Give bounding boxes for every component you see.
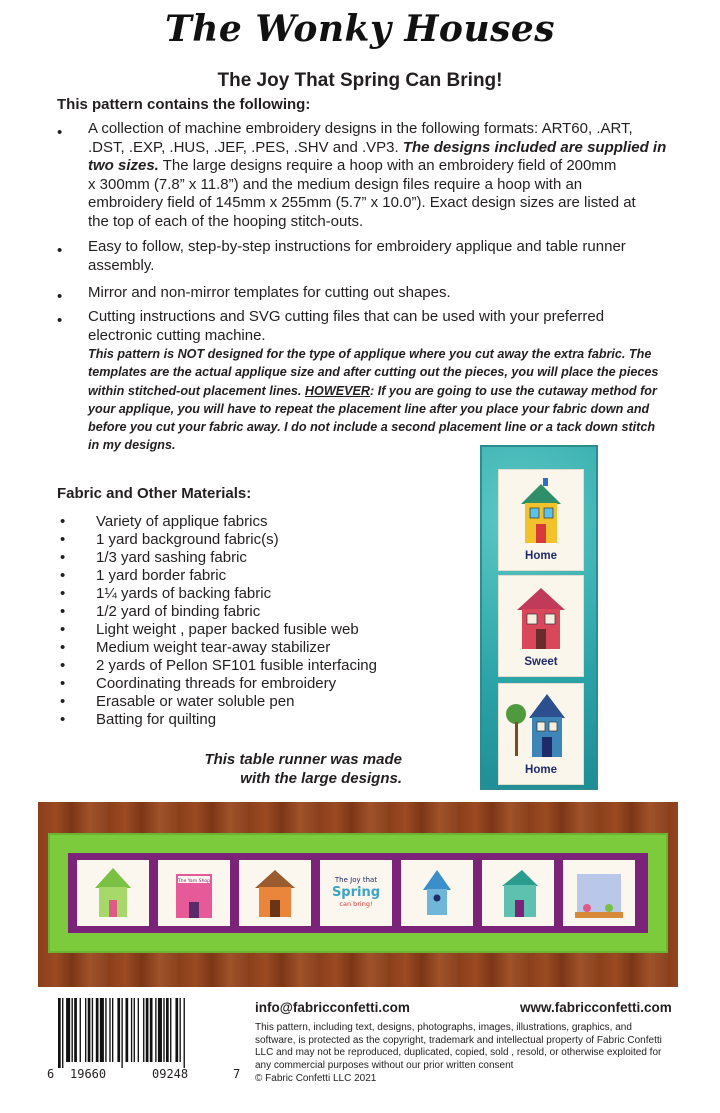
block-house-pink-shop [158, 860, 230, 926]
text-line: before you cut your fabric away. I do not include a second placement line or a tack down stitch [88, 420, 656, 435]
shop-sign: The Yarn Shop [177, 879, 211, 884]
text-line [88, 382, 678, 400]
text-span: : If you are going to use the cutaway method for [370, 383, 657, 398]
website-link[interactable]: www.fabricconfetti.com [520, 1000, 672, 1015]
barcode-bar [74, 998, 77, 1062]
text-line [88, 139, 678, 158]
barcode-bar [92, 998, 93, 1062]
house-teal-illustration [482, 860, 554, 926]
barcode-bar [85, 998, 86, 1062]
greenhouse-illustration [563, 860, 635, 926]
bullet: • [60, 657, 66, 674]
barcode-bar [96, 998, 99, 1062]
barcode-bar [72, 998, 73, 1062]
vertical-runner-photo [480, 445, 598, 790]
contents-item-formats [88, 120, 678, 231]
barcode-digit: 7 [233, 1067, 241, 1081]
block-greenhouse [563, 860, 635, 926]
house-green-illustration [77, 860, 149, 926]
runner-sashing [68, 853, 648, 933]
barcode-bar [166, 998, 169, 1062]
emphasis-underline: HOWEVER [304, 383, 370, 398]
barcode-bar [131, 998, 132, 1062]
text-span: .DST, .EXP, .HUS, .JEF, .PES, .SHV and .VP3. [88, 138, 403, 156]
block-label: Home [525, 764, 557, 776]
materials-item-label: Variety of applique fabrics [96, 513, 268, 530]
text-line: This pattern, including text, designs, photographs, images, illustrations, graphics, and [255, 1022, 632, 1033]
copyright: © Fabric Confetti LLC 2021 [255, 1073, 377, 1084]
bullet: • [60, 711, 66, 728]
barcode-bar [138, 998, 139, 1062]
text-line: electronic cutting machine. [88, 326, 266, 344]
barcode-bar [88, 998, 91, 1062]
bullet: • [60, 585, 66, 602]
block-house-yellow [498, 469, 584, 571]
bullet: • [60, 693, 66, 710]
applique-note [88, 345, 678, 455]
block-house-orange [239, 860, 311, 926]
barcode-bar [100, 998, 104, 1062]
text-line: any commercial purposes without our prior written consent [255, 1059, 514, 1071]
text-span: within stitched-out placement lines. [88, 383, 305, 398]
materials-item-label: Erasable or water soluble pen [96, 693, 295, 710]
bullet: • [57, 288, 63, 305]
bullet: • [60, 675, 66, 692]
barcode-bar [66, 998, 70, 1062]
materials-item-label: Coordinating threads for embroidery [96, 675, 337, 692]
barcode-bar [155, 998, 156, 1062]
runner-caption [196, 750, 402, 788]
text-line: in my designs. [88, 438, 176, 453]
spring-text-line: The Joy that [334, 876, 378, 884]
text-line: Easy to follow, step-by-step instructions for embroidery applique and table runner [88, 238, 626, 255]
text-line: assembly. [88, 256, 155, 274]
block-house-blue [498, 683, 584, 785]
bullet: • [60, 567, 66, 584]
contents-item-templates [88, 284, 678, 303]
block-label: Sweet [524, 656, 558, 668]
bullet: • [60, 621, 66, 638]
barcode-bar [62, 998, 63, 1068]
spring-text-line: Spring [331, 885, 381, 900]
bullet: • [57, 124, 63, 141]
materials-item-label: 1/2 yard of binding fabric [96, 603, 261, 620]
legal-notice [255, 1022, 680, 1072]
text-span: The large designs require a hoop with an embroidery field of 200mm [158, 157, 617, 174]
block-birdhouse [401, 860, 473, 926]
materials-item-label: 1 yard border fabric [96, 567, 227, 584]
barcode-bar [170, 998, 171, 1062]
text-line: This table runner was made [204, 751, 402, 768]
barcode-bar [163, 998, 164, 1062]
emphasis: The designs included are supplied in [402, 138, 667, 156]
barcode-bar [180, 998, 181, 1062]
text-line: x 300mm (7.8” x 11.8”) and the medium design files require a hoop with an [88, 175, 583, 193]
barcode-bar [184, 998, 185, 1068]
house-orange-illustration [239, 860, 311, 926]
barcode-bar [134, 998, 135, 1062]
materials-item-label: 1/3 yard sashing fabric [96, 549, 247, 566]
barcode-bar [117, 998, 120, 1062]
barcode-bar [80, 998, 81, 1062]
barcode-bar [126, 998, 129, 1062]
barcode-bar [175, 998, 178, 1062]
materials-heading: Fabric and Other Materials: [57, 485, 252, 502]
contents-heading: This pattern contains the following: [57, 96, 311, 113]
text-line: LLC and may not be reproduced, duplicated, copied, sold , resold, or otherwise exploited for [255, 1047, 662, 1059]
barcode-digits: 09248 [152, 1067, 189, 1081]
text-line: Mirror and non-mirror templates for cutting out shapes. [88, 284, 451, 301]
text-line: your applique, you will have to repeat the placement line after you place your fabric down and [88, 401, 650, 416]
text-line: templates are the actual applique size and after cutting out the pieces, you will place the pieces [88, 365, 659, 380]
barcode-bar [112, 998, 113, 1062]
materials-item-label: Batting for quilting [96, 711, 217, 728]
horizontal-runner-photo [48, 833, 668, 953]
barcode-bar [58, 998, 61, 1068]
block-label: Home [525, 550, 557, 562]
block-house-teal [482, 860, 554, 926]
contact-email[interactable]: info@fabricconfetti.com [255, 1000, 410, 1015]
birdhouse-illustration [401, 860, 473, 926]
materials-item-label: 1¼ yards of backing fabric [96, 585, 272, 602]
materials-item-label: Medium weight tear-away stabilizer [96, 639, 331, 656]
page-subtitle: The Joy That Spring Can Bring! [217, 70, 503, 91]
bullet: • [60, 639, 66, 656]
block-house-red [498, 575, 584, 677]
bullet: • [60, 549, 66, 566]
emphasis: two sizes. [88, 157, 159, 174]
barcode-bar [109, 998, 110, 1062]
block-spring-text [320, 860, 392, 926]
bullet: • [57, 242, 63, 259]
spring-text-illustration [320, 860, 392, 926]
house-pink-illustration [158, 860, 230, 926]
bullet: • [60, 513, 66, 530]
contents-item-cutting [88, 308, 678, 345]
text-line: the top of each of the hooping stitch-outs. [88, 212, 364, 230]
materials-item-label: Light weight , paper backed fusible web [96, 621, 359, 638]
block-house-green [77, 860, 149, 926]
barcode-bar [143, 998, 144, 1062]
text-line: with the large designs. [240, 770, 402, 787]
bullet: • [60, 603, 66, 620]
text-line: Cutting instructions and SVG cutting files that can be used with your preferred [88, 308, 605, 325]
text-line: A collection of machine embroidery designs in the following formats: ART60, .ART, [88, 120, 633, 137]
barcode-digits: 19660 [70, 1067, 107, 1081]
text-line: embroidery field of 145mm x 255mm (5.7” x 10.0”). Exact design sizes are listed at [88, 194, 636, 211]
materials-item-label: 2 yards of Pellon SF101 fusible interfacing [96, 657, 377, 674]
text-line [88, 157, 678, 176]
contents-item-instructions [88, 238, 678, 275]
barcode-digit: 6 [47, 1067, 55, 1081]
text-line: This pattern is NOT designed for the type of applique where you cut away the extra fabric. The [88, 347, 652, 361]
bullet: • [60, 531, 66, 548]
barcode-bar [150, 998, 153, 1062]
barcode-bar [146, 998, 149, 1062]
materials-item-label: 1 yard background fabric(s) [96, 531, 279, 548]
barcode-bar [105, 998, 106, 1062]
barcode-bar [158, 998, 162, 1062]
bullet: • [57, 312, 63, 329]
spring-text-line: can bring! [339, 900, 373, 908]
page-title: The Wonky Houses [164, 8, 556, 50]
barcode-bar [121, 998, 122, 1068]
text-line: software, is protected as the copyright, trademark and intellectual property of Fabric Confetti [255, 1034, 662, 1046]
